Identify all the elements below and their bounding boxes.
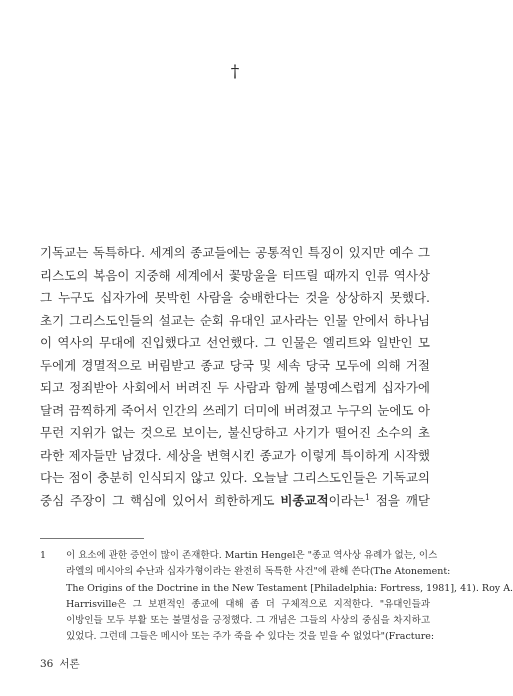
footnote-line: Harrisville은 그 보편적인 종교에 대해 좀 더 구체적으로 지적한다. "유대인들과	[66, 598, 430, 610]
body-text-fragment: 중심 주장이 그 핵심에 있어서 희한하게도	[40, 492, 281, 508]
body-line: 달려 끔찍하게 죽어서 인간의 쓰레기 더미에 버려졌고 누구의 눈에도 아	[40, 402, 430, 418]
emphasis-term: 비종교적	[280, 492, 329, 508]
footnote-line: 이 요소에 관한 증언이 많이 존재한다. Martin Hengel은 "종교 역사상 유례가 없는, 이스	[66, 550, 438, 561]
footnote-reference[interactable]: 1	[364, 492, 370, 502]
body-text	[40, 242, 430, 512]
body-line: 무런 지위가 없는 것으로 보이는, 불신당하고 사기가 떨어진 소수의 초	[40, 425, 430, 440]
body-line: 초기 그리스도인들의 설교는 순회 유대인 교사라는 인물 안에서 하나님	[40, 312, 430, 328]
body-line: 라한 제자들만 남겼다. 세상을 변혁시킨 종교가 이렇게 특이하게 시작했	[40, 447, 430, 463]
body-line: 그 누구도 십자가에 못박힌 사람을 숭배한다는 것을 상상하지 못했다.	[40, 290, 430, 305]
page-number: 36	[40, 658, 54, 670]
footnote-line: 라엘의 메시아의 수난과 십자가형이라는 완전히 독특한 사건"에 관해 쓴다(The Atonement:	[66, 566, 451, 578]
body-line: 이 역사의 무대에 진입했다고 선언했다. 그 인물은 엘리트와 일반인 모	[40, 335, 430, 350]
running-footer-title: 서론	[59, 658, 80, 670]
body-line-last	[40, 490, 430, 513]
body-line: 리스도의 복음이 지중해 세계에서 꽃망울을 터뜨릴 때까지 인류 역사상	[40, 267, 430, 283]
footnote-number: 1	[40, 550, 47, 561]
footnote-body	[66, 548, 513, 646]
body-text-fragment: 점을 깨닫	[370, 492, 430, 508]
page-footer	[40, 657, 86, 671]
footnote-line: 있었다. 그런데 그들은 메시아 또는 주가 죽을 수 있다는 것을 믿을 수 없었다"(Fracture:	[66, 631, 435, 643]
body-line: 다는 점이 충분히 인식되지 않고 있다. 오늘날 그리스도인들은 기독교의	[40, 470, 430, 485]
body-line: 기독교는 독특하다. 세계의 종교들에는 공통적인 특징이 있지만 예수 그	[40, 245, 430, 260]
body-line: 두에게 경멸적으로 버림받고 종교 당국 및 세속 당국 모두에 의해 거절	[40, 357, 430, 373]
body-line: 되고 정죄받아 사회에서 버려진 두 사람과 함께 불명예스럽게 십자가에	[40, 380, 430, 395]
footnote-divider	[40, 538, 144, 539]
body-text-fragment: 이라는	[328, 492, 365, 508]
footnote-line: The Origins of the Doctrine in the New Testament [Philadelphia: Fortress, 1981], 41). Roy A.	[66, 582, 513, 594]
footnote-line: 이방인들 모두 부활 또는 불멸성을 긍정했다. 그 개념은 그들의 사상의 중심을 차지하고	[66, 615, 430, 627]
cross-ornament: †	[230, 62, 240, 82]
